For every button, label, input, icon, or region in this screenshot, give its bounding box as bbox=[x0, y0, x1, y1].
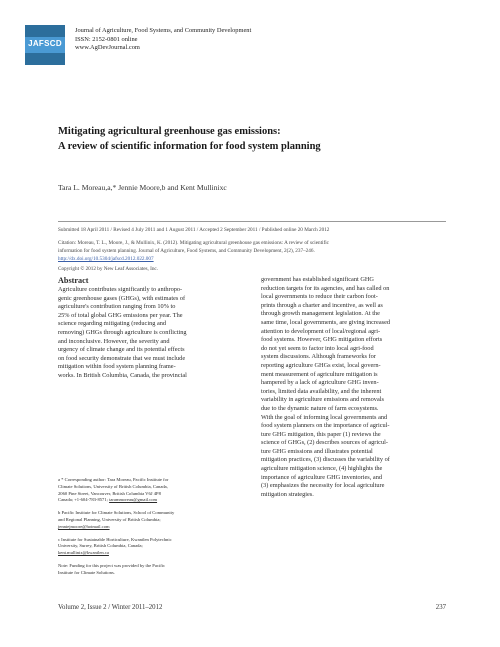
issue-info: Volume 2, Issue 2 / Winter 2011–2012 bbox=[58, 604, 163, 611]
abstract-line: mitigation within food system planning frame- bbox=[58, 363, 176, 371]
abstract-line: ture GHG mitigation, this paper (1) reviews the bbox=[261, 430, 381, 438]
abstract-line: through growth management legislation. At the bbox=[261, 310, 380, 318]
author-c-email-link[interactable]: kent.mullinix@kwantlen.ca bbox=[58, 550, 109, 556]
abstract-line: science regarding mitigating (reducing and bbox=[58, 320, 167, 328]
abstract-line: works. In British Columbia, Canada, the provincial bbox=[58, 371, 187, 379]
footnote-a-line: Climate Solutions, University of British Columbia, Canada, bbox=[58, 483, 168, 489]
citation-line-2: information for food system planning. Journal of Agriculture, Food Systems, and Community Development, 2(2), 237–246. bbox=[58, 248, 315, 254]
abstract-line: attention to development of local/regional agri- bbox=[261, 327, 381, 335]
funding-note-line: Note: Funding for this project was provided by the Pacific bbox=[58, 562, 166, 568]
abstract-line: science of GHGs, (2) describes sources of agricul- bbox=[261, 439, 388, 447]
author-footnotes bbox=[58, 477, 248, 583]
author-a-email-link[interactable]: tarammoreau@gmail.com bbox=[109, 497, 158, 503]
abstract-line: reporting agriculture GHGs exist, local govern- bbox=[261, 361, 381, 369]
footnote-a-line bbox=[58, 497, 248, 504]
footnote-a-contact: Canada; +1-604-783-8571; bbox=[58, 497, 110, 503]
abstract-line: removing) GHGs through agriculture is conflicting bbox=[58, 328, 187, 336]
title-line-2: A review of scientific information for food system planning bbox=[58, 141, 321, 152]
abstract-line: mitigation strategies. bbox=[261, 490, 314, 498]
article-title bbox=[58, 124, 458, 154]
abstract-line: same time, local governments, are giving increased bbox=[261, 318, 391, 326]
abstract-line: do not yet seem to factor into local agri-food bbox=[261, 344, 374, 352]
logo-text: JAFSCD bbox=[28, 39, 62, 48]
abstract-heading: Abstract bbox=[58, 276, 89, 285]
copyright-notice: Copyright © 2012 by New Leaf Associates, Inc. bbox=[58, 266, 159, 272]
abstract-line: agriculture mitigation science, (4) highlights the bbox=[261, 465, 383, 473]
funding-note-line: Institute for Climate Solutions. bbox=[58, 569, 115, 575]
journal-website[interactable]: www.AgDevJournal.com bbox=[75, 44, 140, 51]
journal-name: Journal of Agriculture, Food Systems, and Community Development bbox=[75, 27, 252, 34]
footnote-c-line: c Institute for Sustainable Horticulture, Kwantlen Polytechnic bbox=[58, 536, 172, 542]
abstract-line: ture GHG emissions and illustrates potential bbox=[261, 447, 373, 455]
title-line-1: Mitigating agricultural greenhouse gas emissions: bbox=[58, 126, 281, 137]
doi-link[interactable]: http://dx.doi.org/10.5304/jafscd.2012.022.007 bbox=[58, 256, 154, 262]
page-footer bbox=[58, 602, 446, 614]
abstract-line: mitigation practices, (3) discusses the variability of bbox=[261, 456, 390, 464]
abstract-line: urgency of climate change and its potential effects bbox=[58, 346, 185, 354]
footnote-b-line: and Regional Planning, University of British Columbia; bbox=[58, 516, 161, 522]
jafscd-logo bbox=[25, 25, 65, 65]
abstract-line: reduction targets for its agencies, and has called on bbox=[261, 284, 390, 292]
footnote-a bbox=[58, 477, 248, 504]
abstract-line: 25% of total global GHG emissions per year. The bbox=[58, 311, 183, 319]
footnote-a-line: a * Corresponding author: Tara Moreau, Pacific Institute for bbox=[58, 477, 169, 482]
abstract-line: prints through a charter and incentive, as well as bbox=[261, 301, 383, 309]
abstract-line: With the goal of informing local governments and bbox=[261, 413, 388, 421]
abstract-line: variability in agriculture emissions and removals bbox=[261, 396, 384, 404]
author-list: Tara L. Moreau,a,* Jennie Moore,b and Kent Mullinixc bbox=[58, 183, 227, 192]
abstract-line: and inconclusive. However, the severity and bbox=[58, 337, 170, 345]
abstract-column-1 bbox=[58, 276, 248, 381]
abstract-line: genic greenhouse gases (GHGs), with estimates of bbox=[58, 294, 186, 302]
abstract-line: agriculture's contribution ranging from 10% to bbox=[58, 303, 176, 311]
footnote-b bbox=[58, 510, 248, 530]
journal-header bbox=[25, 25, 485, 65]
footnote-b-line: b Pacific Institute for Climate Solutions, School of Community bbox=[58, 510, 175, 516]
journal-info bbox=[75, 27, 251, 53]
abstract-line: due to the dynamic nature of farm ecosystems. bbox=[261, 404, 379, 412]
abstract-line: importance of agriculture GHG inventories, and bbox=[261, 473, 382, 481]
abstract-line: hampered by a lack of agriculture GHG inven- bbox=[261, 379, 379, 387]
abstract-line: food systems. However, GHG mitigation efforts bbox=[261, 336, 383, 344]
page-number: 237 bbox=[435, 604, 446, 611]
abstract-line: Agriculture contributes significantly to anthropo- bbox=[58, 286, 183, 293]
author-b-email-link[interactable]: jenniejmoore@hotmail.com bbox=[58, 523, 110, 529]
abstract-line: tories, limited data availability, and the inherent bbox=[261, 387, 382, 395]
submission-dates: Submitted 18 April 2011 / Revised 4 July 2011 and 1 August 2011 / Accepted 2 September 2011 / Published online 20 March 2012 bbox=[58, 227, 330, 233]
abstract-line: government has established significant GHG bbox=[261, 276, 374, 283]
abstract-line: local governments to reduce their carbon foot- bbox=[261, 293, 378, 301]
abstract-line: system discussions. Although frameworks for bbox=[261, 353, 376, 361]
abstract-line: on food security demonstrate that we must include bbox=[58, 354, 186, 362]
abstract-line: food system planners on the importance of agricul- bbox=[261, 422, 390, 430]
abstract-column-2 bbox=[261, 276, 451, 499]
footnote-c-line: University, Surrey, British Columbia, Canada; bbox=[58, 543, 143, 549]
abstract-line: (3) emphasizes the necessity for local agriculture bbox=[261, 482, 385, 490]
citation-line-1: Citation: Moreau, T. L., Moore, J., & Mullinix, K. (2012). Mitigating agricultural greenhouse gas emissions: A review of scientific bbox=[58, 240, 329, 246]
funding-note bbox=[58, 563, 248, 577]
journal-issn: ISSN: 2152-0801 online bbox=[75, 35, 138, 43]
abstract-line: ment measurement of agriculture mitigation is bbox=[261, 370, 378, 378]
divider-top bbox=[58, 221, 446, 222]
footnote-c bbox=[58, 537, 248, 557]
footnote-a-line: 2060 Pine Street, Vancouver, British Columbia V6J 4P8 bbox=[58, 490, 161, 496]
